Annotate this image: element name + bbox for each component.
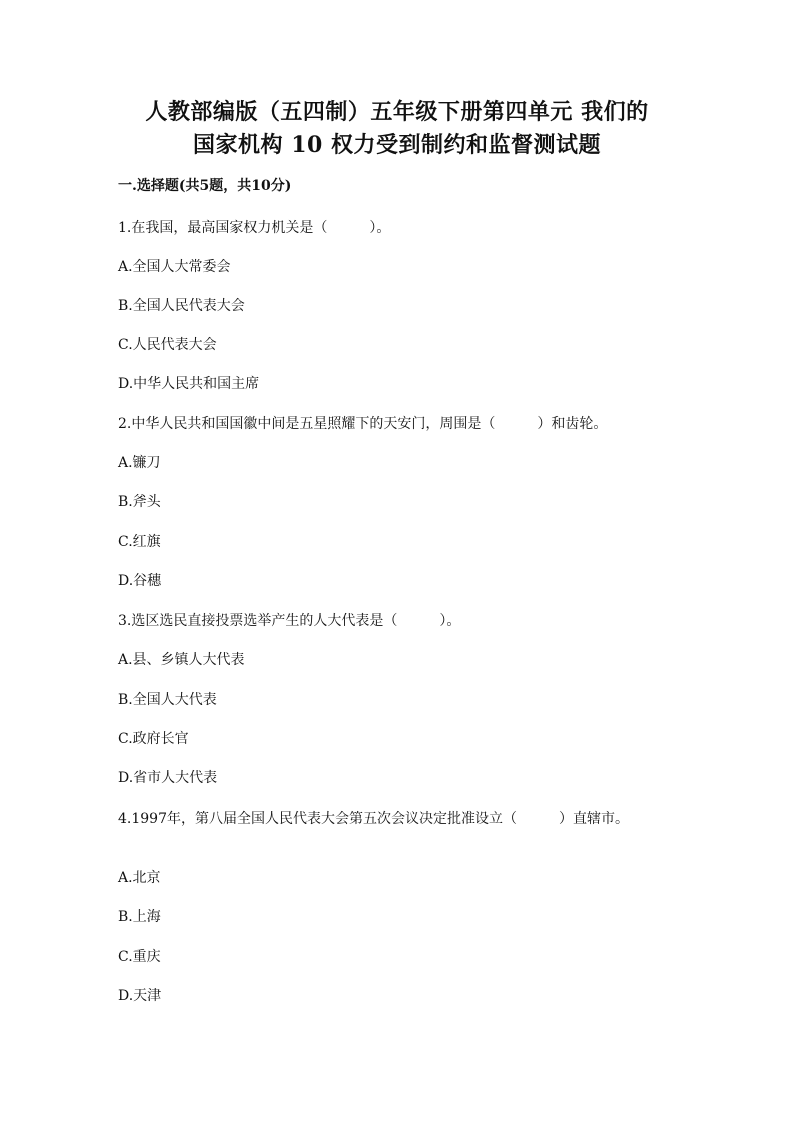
question-3-stem: 3.选区选民直接投票选举产生的人大代表是（ ）。 [118,613,461,629]
question-4-option-c: C.重庆 [118,949,161,965]
question-2-option-d: D.谷穗 [118,573,162,589]
question-3-option-a: A.县、乡镇人大代表 [118,652,245,668]
page-title-line-1: 人教部编版（五四制）五年级下册第四单元 我们的 [145,99,649,125]
question-1-stem: 1.在我国，最高国家权力机关是（ ）。 [118,220,391,236]
question-1-option-c: C.人民代表大会 [118,337,217,353]
question-1-option-b: B.全国人民代表大会 [118,298,245,314]
section-heading: 一.选择题(共5题，共10分) [118,178,292,194]
question-4-option-b: B.上海 [118,909,161,925]
question-4-stem: 4.1997年，第八届全国人民代表大会第五次会议决定批准设立（ ）直辖市。 [118,811,629,827]
question-1-option-a: A.全国人大常委会 [118,259,231,275]
page-title-line-2: 国家机构 10 权力受到制约和监督测试题 [193,132,601,158]
page-title [0,96,794,162]
question-2-option-a: A.镰刀 [118,455,161,471]
question-3-option-c: C.政府长官 [118,731,189,747]
question-1-option-d: D.中华人民共和国主席 [118,376,260,392]
question-2-option-c: C.红旗 [118,534,161,550]
question-3-option-b: B.全国人大代表 [118,692,217,708]
question-2-option-b: B.斧头 [118,494,161,510]
question-3-option-d: D.省市人大代表 [118,770,218,786]
question-2-stem: 2.中华人民共和国国徽中间是五星照耀下的天安门，周围是（ ）和齿轮。 [118,416,608,432]
question-4-option-d: D.天津 [118,988,162,1004]
question-4-option-a: A.北京 [118,870,161,886]
